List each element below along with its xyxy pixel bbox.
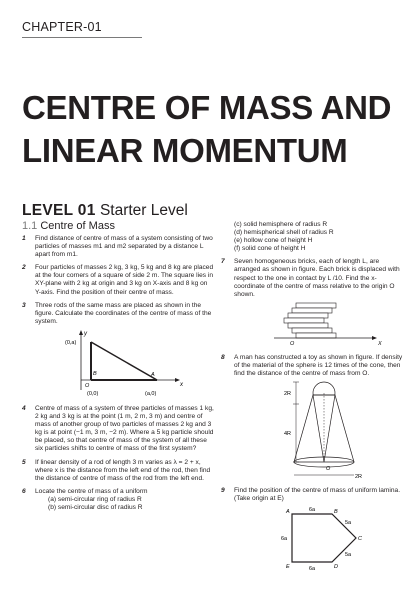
question-text: Seven homogeneous bricks, each of length L, are arranged as shown in figure. Each brick is displaced with respect to the one in contact by L /10. Find the x-coordinate of the centre of mass relative to the origin O shown.	[234, 258, 400, 298]
question-number: 8	[221, 353, 225, 361]
chapter-underline	[22, 37, 142, 38]
side-top-label: 6a	[309, 507, 316, 514]
question-text: Find distance of centre of mass of a system consisting of two particles of masses m1 and m2 separated by a distance L apart from m1.	[35, 235, 213, 259]
side-right-upper-label: 5a	[345, 520, 352, 527]
vertex-B: B	[334, 509, 338, 516]
question-text: Find the position of the centre of mass of uniform lamina. (Take origin at E)	[234, 487, 401, 503]
x-axis-label: x	[180, 381, 183, 388]
level-name: LEVEL 01	[22, 202, 96, 219]
question-4	[22, 405, 214, 454]
origin-O-label: O	[290, 340, 295, 347]
option-e: (e) hollow cone of height H	[234, 237, 313, 245]
point-top-label: (0,a)	[65, 339, 77, 346]
question-1	[22, 235, 214, 259]
section-heading	[22, 219, 214, 233]
option-a: (a) semi-circular ring of radius R	[48, 495, 142, 503]
question-text: Centre of mass of a system of three particles of masses 1 kg, 2 kg and 3 kg is at the point (1 m, 2 m, 3 m) and centre of mass of another group of two particles of masses 2 kg and 3 kg is at point (−1 m, 3 m, −2 m). Where a 5 kg particle should be placed, so that centre of mass of the system of all these six particles shifts to centre of mass of the first system?	[35, 404, 214, 453]
question-number: 2	[22, 264, 26, 272]
level-heading	[22, 202, 188, 220]
level-subtitle: Starter Level	[99, 202, 188, 219]
right-column	[221, 221, 406, 579]
base-width-label: 2R	[355, 474, 363, 481]
section-title: Centre of Mass	[40, 220, 115, 232]
toy-figure	[234, 380, 394, 482]
question-2	[22, 264, 214, 296]
question-number: 9	[221, 487, 225, 495]
x-axis-label: X	[378, 340, 382, 347]
question-5	[22, 459, 214, 483]
question-number: 7	[221, 258, 225, 266]
origin-label: (0,0)	[87, 390, 99, 397]
point-right-label: (a,0)	[145, 390, 157, 397]
vertex-C: C	[358, 536, 362, 543]
question-text: If linear density of a rod of length 3 m varies as λ = 2 + x, where x is the distance from the left end of the rod, then find the distance of centre of mass of the rod from the left end.	[35, 458, 211, 482]
label-B: B	[93, 370, 97, 377]
vertex-D: D	[334, 564, 338, 571]
question-text: Four particles of masses 2 kg, 3 kg, 5 kg and 8 kg are placed at the four corners of a square of side 2 m. The square lies in XY-plane with 2 kg at origin and 3 kg on X-axis and 8 kg on Y-axis. Find the position of their centre of mass.	[35, 264, 214, 296]
origin-O-label: O	[326, 466, 331, 473]
side-right-lower-label: 5a	[345, 552, 352, 559]
question-9	[221, 487, 406, 574]
question-6	[22, 488, 214, 512]
chapter-title	[22, 86, 412, 172]
question-8	[221, 354, 406, 482]
bricks-figure	[234, 301, 394, 349]
question-number: 1	[22, 235, 26, 242]
question-3	[22, 302, 214, 400]
question-number: 4	[22, 404, 26, 412]
option-c: (c) solid hemisphere of radius R	[234, 221, 328, 228]
question-number: 5	[22, 458, 26, 466]
chapter-title-line-2: LINEAR MOMENTUM	[22, 132, 348, 169]
rods-figure	[35, 328, 185, 400]
label-O: O	[85, 382, 90, 389]
question-text: A man has constructed a toy as shown in figure. If density of the material of the sphere is 12 times of the cone, then find the distance of the centre of mass from O.	[234, 353, 403, 378]
vertex-A: A	[286, 509, 290, 516]
side-bottom-label: 6a	[309, 566, 316, 573]
question-text: Three rods of the same mass are placed as shown in the figure. Calculate the coordinates of the centre of mass of the system.	[35, 301, 212, 325]
chapter-title-line-1: CENTRE OF MASS AND	[22, 89, 392, 126]
section-number: 1.1	[22, 220, 38, 232]
y-axis-label: y	[84, 330, 87, 337]
lamina-figure	[234, 504, 394, 574]
sphere-diameter-label: 2R	[284, 391, 292, 398]
side-left-label: 6a	[281, 536, 288, 543]
option-f: (f) solid cone of height H	[234, 245, 306, 253]
option-d: (d) hemispherical shell of radius R	[234, 229, 334, 237]
question-number: 6	[22, 487, 26, 495]
option-b: (b) semi-circular disc of radius R	[48, 503, 143, 511]
cone-height-label: 4R	[284, 431, 292, 438]
left-column	[22, 219, 214, 517]
chapter-label: CHAPTER-01	[22, 20, 102, 34]
vertex-E: E	[286, 564, 290, 571]
question-text: Locate the centre of mass of a uniform	[35, 487, 148, 495]
label-A: A	[151, 371, 155, 378]
question-7	[221, 258, 406, 348]
question-number: 3	[22, 301, 26, 309]
